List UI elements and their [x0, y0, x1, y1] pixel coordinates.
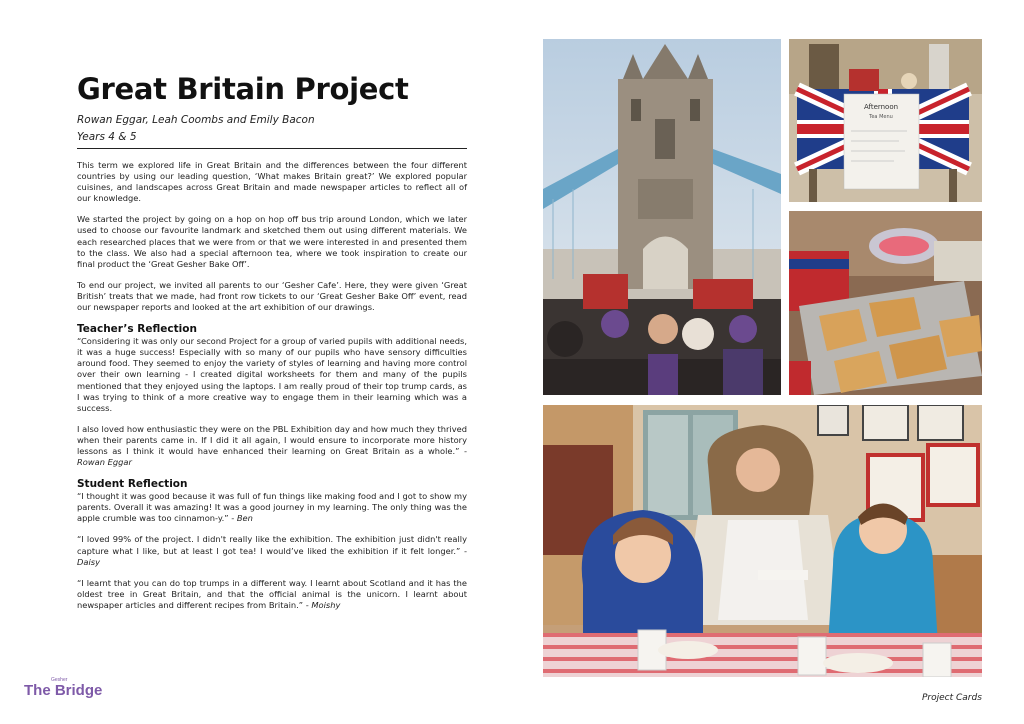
teacher-signature: - Rowan Eggar [77, 445, 467, 468]
tea-menu-title: Afternoon [863, 103, 899, 111]
student-name: - Ben [231, 513, 253, 524]
crumble-tray-photo [789, 211, 982, 395]
afternoon-tea-photo [789, 39, 982, 202]
intro-paragraph: We started the project by going on a hop on hop off bus trip around London, which we later used to choose our favourite landmark and sketched them out using different materials. We each researched places that we were from or that we were interested in and presented them to the class. We also had a special afternoon tea, where we took inspiration to create our final product the ‘Great Gesher Bake Off’. [77, 214, 467, 269]
year-groups: Years 4 & 5 [77, 131, 137, 143]
student-name: - Daisy [77, 545, 467, 567]
student-name: - Moishy [305, 599, 341, 610]
page-title: Great Britain Project [77, 72, 409, 106]
tea-menu-subtitle: Tea Menu [869, 114, 893, 120]
article-body [77, 160, 467, 621]
title-divider [77, 148, 467, 149]
teacher-reflection-heading: Teacher’s Reflection [77, 323, 197, 336]
logo-small-text: Gesher [51, 677, 68, 683]
student-quote: “I thought it was good because it was full of fun things like making food and I got to show my parents. Overall it was amazing! It was a good journey in my learning. The only thing was the apple crumble was too cinnamon-y.” - Ben [77, 491, 467, 524]
teacher-reflection-paragraph: I also loved how enthusiastic they were on the PBL Exhibition day and how much they thrived when their parents came in. If I did it all again, I would ensure to incorporate more history lessons as I think it would have enhanced their learning on Great Britain as a whole.” - Rowan Eggar [77, 423, 467, 468]
intro-paragraph: This term we explored life in Great Britain and the differences between the four different countries by using our leading question, ‘What makes Britain great?’ We explored popular cuisines, and landscapes across Great Britain and made newspaper articles to reflect all of our knowledge. [77, 160, 467, 204]
logo-text: The Bridge [24, 682, 103, 699]
authors: Rowan Eggar, Leah Coombs and Emily Bacon [77, 114, 315, 126]
tower-bridge-photo [543, 39, 781, 395]
school-logo [24, 677, 103, 699]
intro-paragraph: To end our project, we invited all parents to our ‘Gesher Cafe’. Here, they were given ‘Great British’ treats that we made, had front row tickets to our ‘Great Gesher Bake Off’ event, read our newspaper reports and looked at the art exhibition of our drawings. [77, 279, 467, 313]
student-quote: “I learnt that you can do top trumps in a different way. I learnt about Scotland and it has the oldest tree in Great Britain, and that the official animal is the unicorn. I learnt about newspaper articles and different recipes from Britain.” - Moishy [77, 577, 467, 610]
footer-label: Project Cards [922, 693, 982, 703]
student-reflection-heading: Student Reflection [77, 478, 188, 491]
classroom-bake-off-photo [543, 405, 982, 677]
teacher-reflection-paragraph: “Considering it was only our second Project for a group of varied pupils with additional needs, it was a huge success! Especially with so many of our pupils who have sensory difficulties around food. They seemed to enjoy the variety of styles of learning and having more control over their own learning - I created digital worksheets for them and many of the pupils mentioned that they enjoyed using the laptops. I am really proud of their top trump cards, as I was trying to think of a more creative way to engage them in their learning which was a success. [77, 336, 467, 413]
student-quote: “I loved 99% of the project. I didn't really like the exhibition. The exhibition just didn't really capture what I like, but at least I got tea! I would’ve liked the exhibition if it felt longer.” - Daisy [77, 534, 467, 567]
